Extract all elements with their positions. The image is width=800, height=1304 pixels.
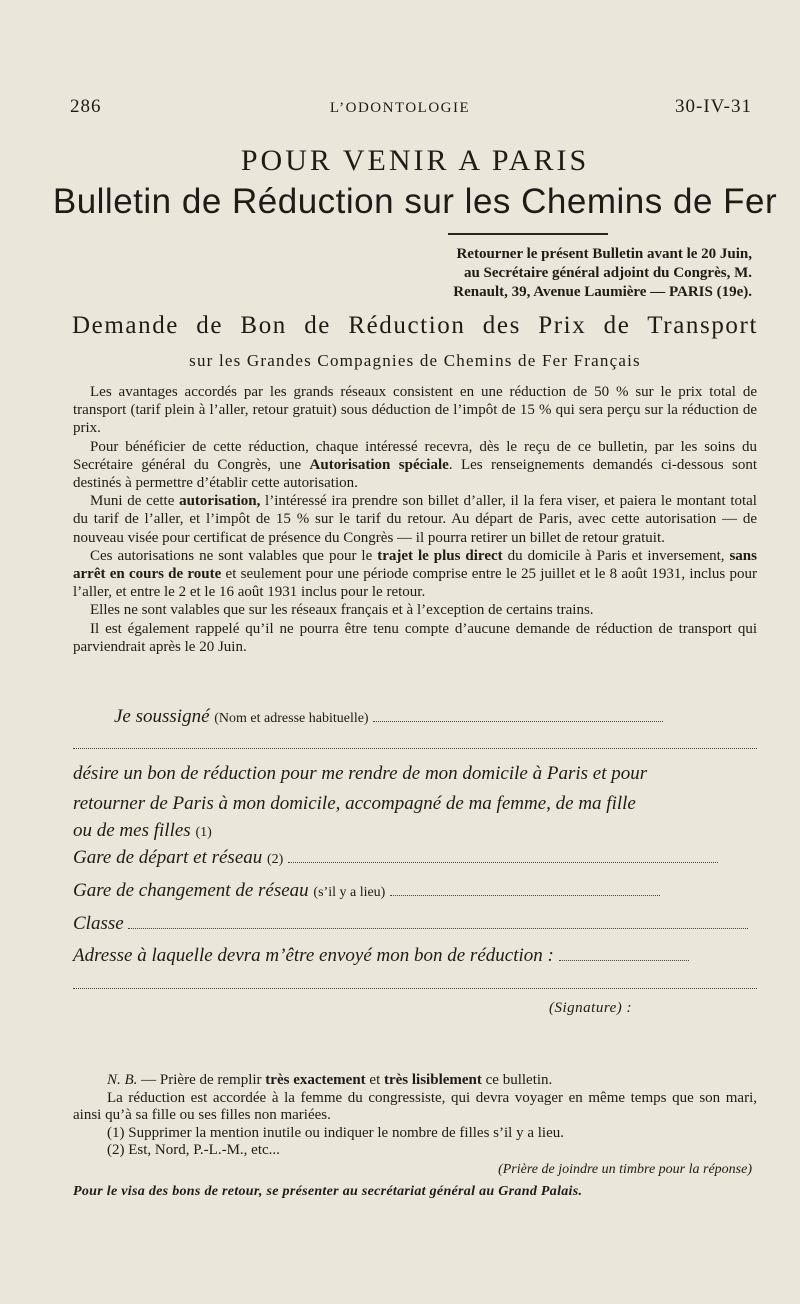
footnote-ref: (2) (267, 852, 284, 867)
paragraph: Les avantages accordés par les grands réseaux consistent en une réduction de 50 % sur le prix total de transport (tarif plein à l’aller, retour gratuit) sous déduction de l’impôt de 15 % qui sera perçu sur la réduction de prix. (73, 384, 757, 437)
nb-line: N. B. — Prière de remplir très exactement et très lisiblement ce bulletin. (107, 1072, 553, 1088)
section-heading: Demande de Bon de Réduction des Prix de Transport (72, 312, 758, 339)
issue-date: 30-IV-31 (675, 96, 752, 117)
paragraph: Pour bénéficier de cette réduction, chaque intéressé recevra, dès le reçu de ce bulletin, par les soins du Secrétaire général du Congrès, une Autorisation spéciale. Les renseignements demandés ci-dessous sont destinés à permettre d’établir cette autorisation. (73, 438, 758, 492)
return-notice-line: au Secrétaire général adjoint du Congrès, M. (463, 265, 752, 281)
page-number: 286 (70, 96, 102, 117)
main-subtitle: Bulletin de Réduction sur les Chemins de Fer (52, 182, 778, 221)
title-rule (448, 233, 608, 235)
gare-changement-field[interactable] (73, 880, 757, 902)
running-title: L’ODONTOLOGIE (329, 100, 471, 116)
return-notice-line: Retourner le présent Bulletin avant le 20 Juin, (456, 246, 752, 262)
conditions-text (73, 383, 757, 656)
desire-line: ou de mes filles (1) (73, 820, 212, 841)
dotted-fill-line (373, 707, 663, 722)
soussigne-note: (Nom et adresse habituelle) (214, 711, 369, 726)
desire-line: désire un bon de réduction pour me rendre de mon domicile à Paris et pour (73, 763, 648, 784)
signature-label: (Signature) : (548, 1000, 632, 1016)
soussigne-field[interactable] (114, 706, 757, 728)
gare-changement-label: Gare de changement de réseau (73, 880, 309, 901)
gare-depart-field[interactable] (73, 847, 757, 869)
changement-note: (s’il y a lieu) (313, 885, 386, 900)
dotted-fill-line (73, 988, 757, 989)
dotted-fill-line (288, 848, 718, 863)
visa-notice: Pour le visa des bons de retour, se présenter au secrétariat général au Grand Palais. (73, 1184, 583, 1199)
desire-line: retourner de Paris à mon domicile, accompagné de ma femme, de ma fille (73, 793, 636, 814)
dotted-fill-line (73, 748, 757, 749)
paragraph: Muni de cette autorisation, l’intéressé ira prendre son billet d’aller, il la fera viser, et paiera le montant total du tarif de l’aller, et l’impôt de 15 % sur le tarif du retour. Au départ de Paris, avec cette autorisation — de nouveau visée pour certificat de présence du Congrès — il pourra retirer un billet de retour gratuit. (73, 493, 757, 546)
soussigne-label: Je soussigné (114, 706, 210, 727)
paragraph: Elles ne sont valables que sur les réseaux français et à l’exception de certains trains. (90, 602, 594, 619)
return-notice-line: Renault, 39, Avenue Laumière — PARIS (19e). (453, 284, 752, 300)
adresse-field[interactable] (73, 945, 757, 967)
section-subheading: sur les Grandes Compagnies de Chemins de Fer Français (189, 351, 641, 370)
return-notice (312, 245, 752, 302)
paragraph: Ces autorisations ne sont valables que pour le trajet le plus direct du domicile à Paris et inversement, sans arrêt en cours de route et seulement pour une période comprise entre le 25 juillet et le 8 août 1931, inclus pour l’aller, et entre le 2 et le 16 août 1931 inclus pour le retour. (73, 547, 757, 601)
main-title: POUR VENIR A PARIS (240, 144, 590, 177)
classe-label: Classe (73, 913, 124, 934)
gare-depart-label: Gare de départ et réseau (73, 847, 263, 868)
classe-field[interactable] (73, 913, 757, 935)
nb-paragraph: La réduction est accordée à la femme du congressiste, qui devra voyager en même temps que son mari, ainsi qu’à sa fille ou ses filles non mariées. (73, 1089, 757, 1123)
footnote-2: (2) Est, Nord, P.-L.-M., etc... (107, 1142, 280, 1158)
footnote-ref: (1) (195, 825, 212, 840)
paragraph: Il est également rappelé qu’il ne pourra être tenu compte d’aucune demande de réduction de transport qui parviendrait après le 20 Juin. (73, 620, 757, 655)
adresse-label: Adresse à laquelle devra m’être envoyé mon bon de réduction : (73, 945, 554, 966)
stamp-request: (Prière de joindre un timbre pour la réponse) (498, 1162, 752, 1177)
nota-bene (73, 1072, 757, 1160)
dotted-fill-line (128, 914, 748, 929)
dotted-fill-line (390, 881, 660, 896)
dotted-fill-line (559, 946, 689, 961)
footnote-1: (1) Supprimer la mention inutile ou indiquer le nombre de filles s’il y a lieu. (107, 1124, 564, 1141)
